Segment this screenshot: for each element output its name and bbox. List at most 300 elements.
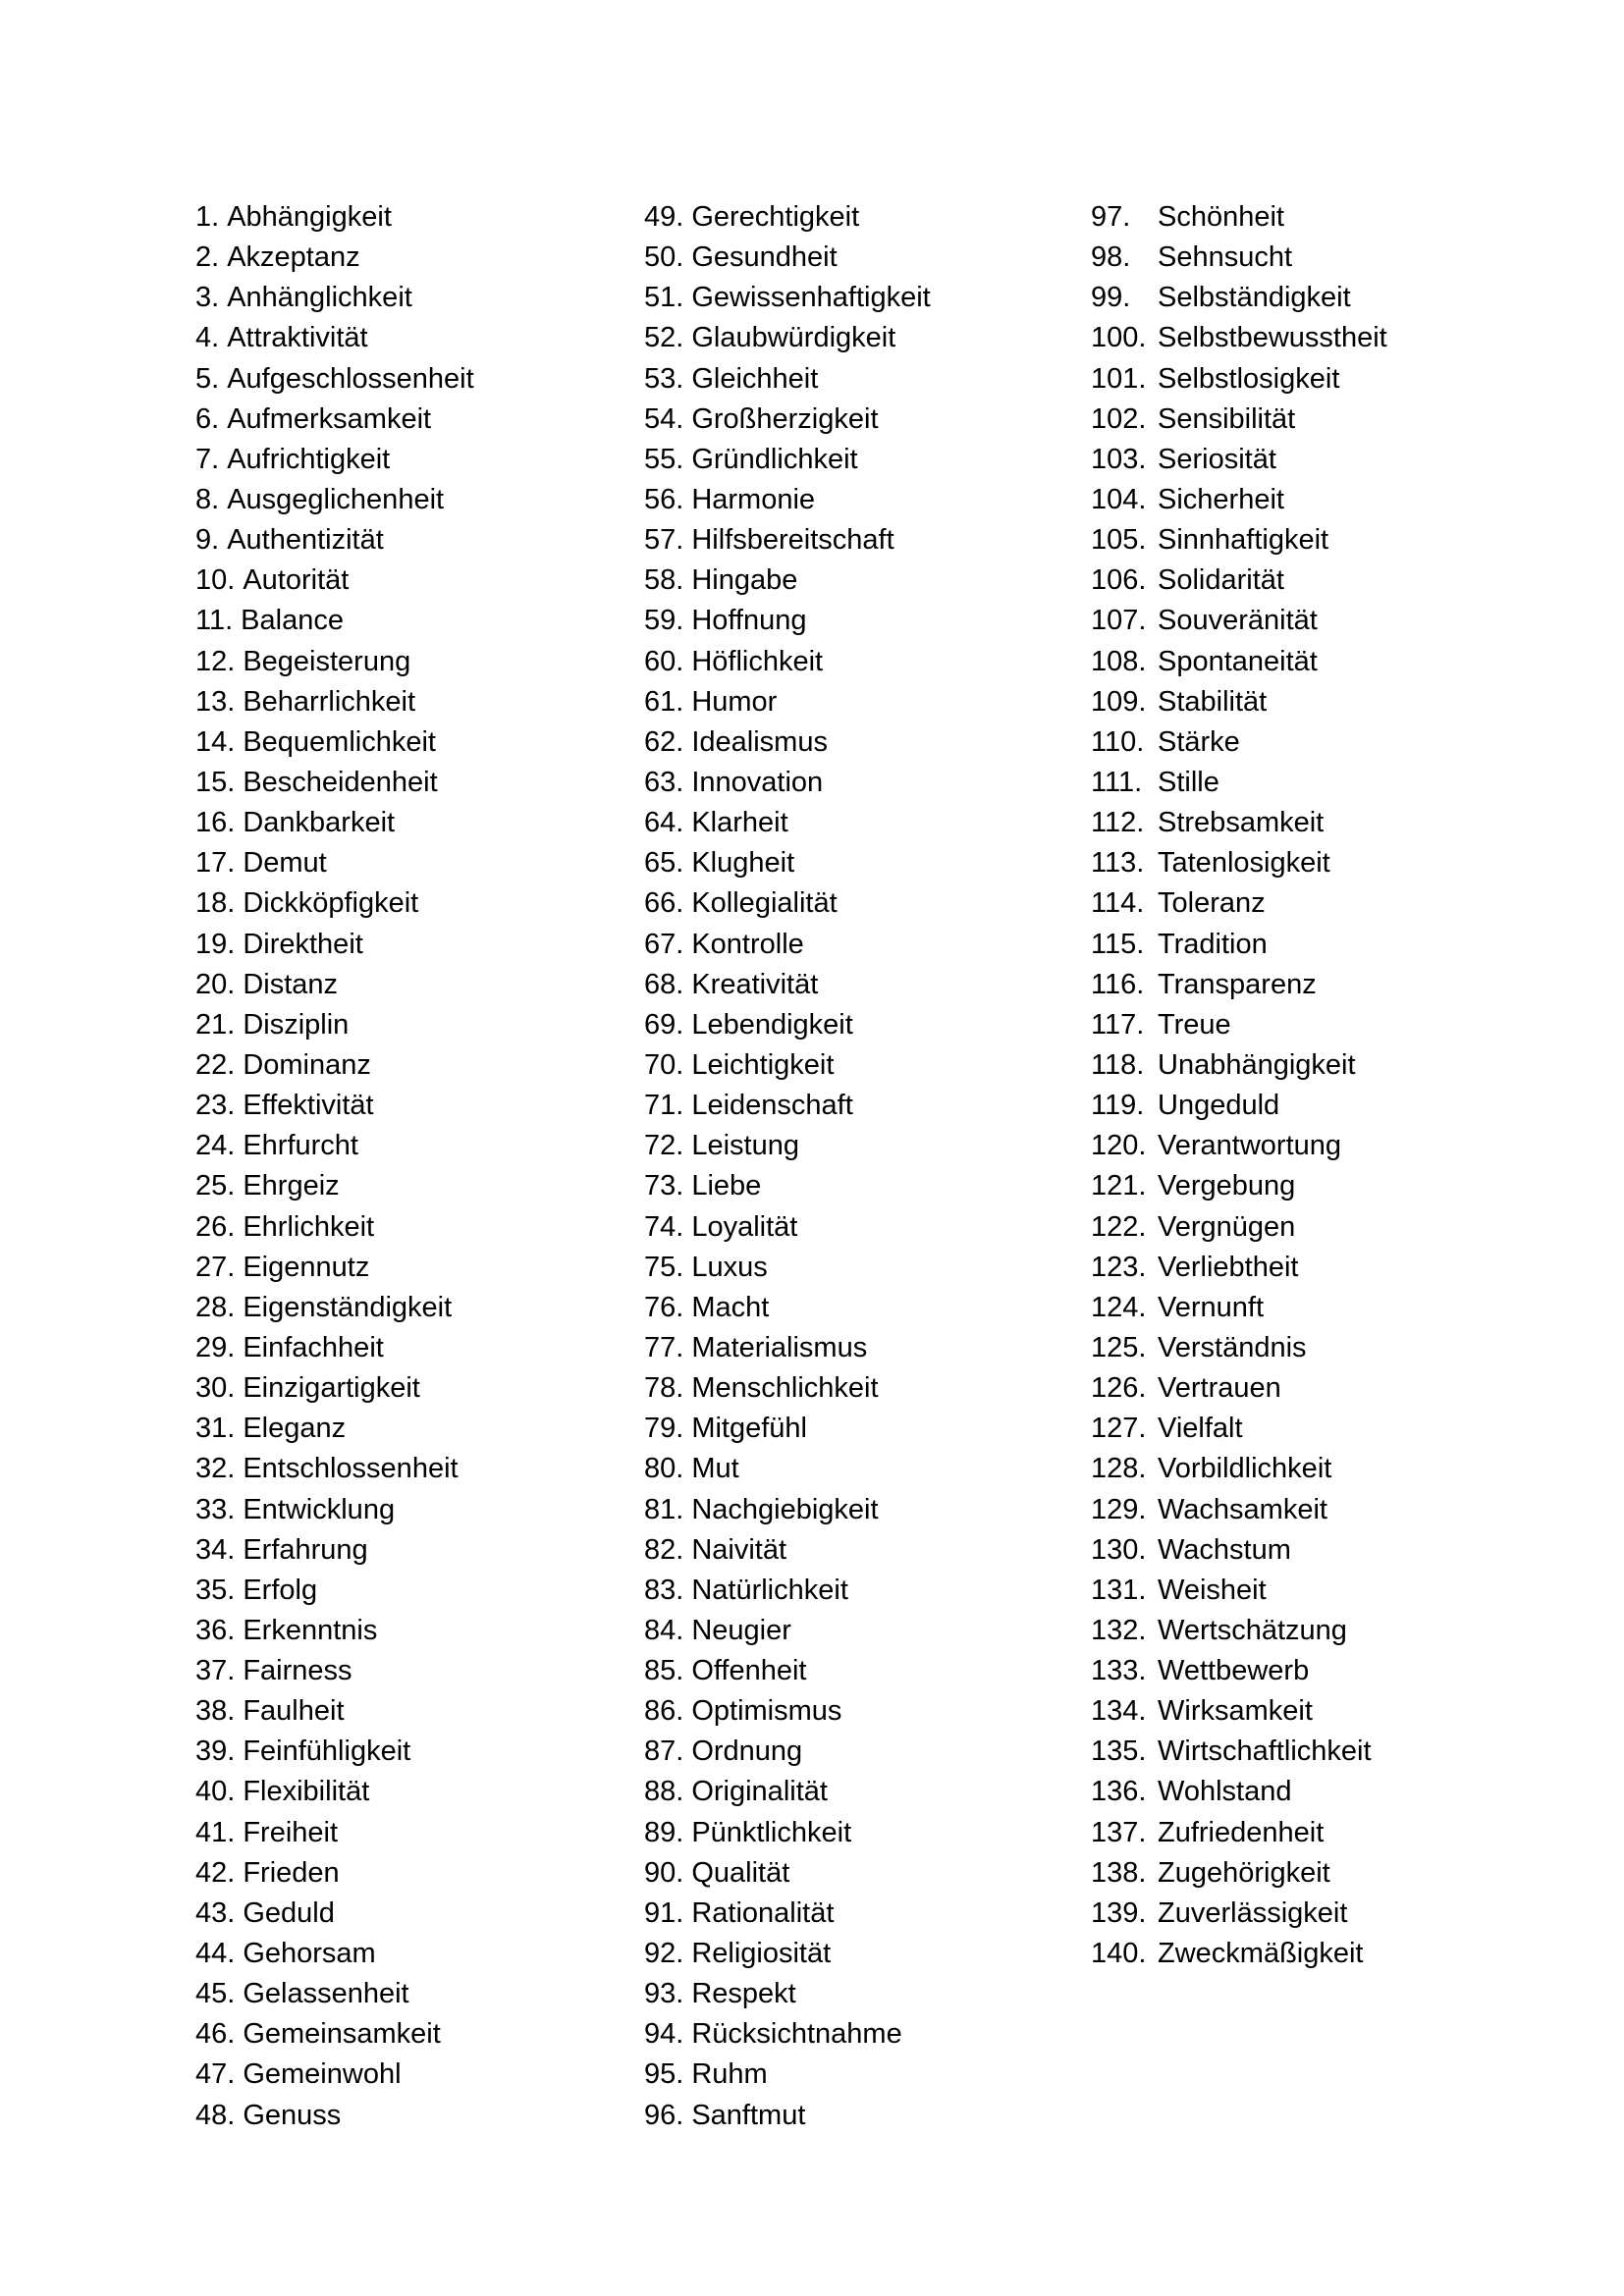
item-number: 73. [644, 1170, 684, 1202]
item-label: Zufriedenheit [1158, 1816, 1325, 1848]
list-item [644, 400, 1076, 440]
list-item [1091, 1409, 1582, 1449]
list-item [195, 400, 627, 440]
item-number: 136. [1091, 1776, 1147, 1808]
item-number: 4. [195, 322, 220, 354]
list-item [195, 1530, 627, 1571]
item-number: 61. [644, 685, 684, 718]
item-number: 127. [1091, 1413, 1147, 1445]
list-item [195, 278, 627, 318]
item-number: 71. [644, 1090, 684, 1122]
item-number: 109. [1091, 685, 1147, 718]
list-item [195, 1166, 627, 1206]
item-number: 15. [195, 766, 236, 798]
item-label: Eigennutz [243, 1251, 370, 1283]
item-label: Glaubwürdigkeit [691, 322, 896, 354]
item-number: 106. [1091, 564, 1147, 597]
item-label: Verständnis [1158, 1331, 1307, 1363]
list-item [644, 1449, 1076, 1489]
item-label: Erfahrung [243, 1533, 368, 1566]
list-item [195, 965, 627, 1005]
item-label: Abhängigkeit [227, 201, 392, 233]
list-item [1091, 1086, 1582, 1126]
list-item [1091, 1166, 1582, 1206]
item-label: Aufrichtigkeit [227, 443, 391, 475]
item-label: Erfolg [243, 1574, 318, 1606]
list-item [644, 642, 1076, 682]
item-number: 13. [195, 685, 236, 718]
item-number: 39. [195, 1735, 236, 1768]
list-item [644, 1328, 1076, 1368]
list-item [1091, 1691, 1582, 1732]
item-number: 74. [644, 1210, 684, 1243]
item-label: Originalität [691, 1776, 828, 1808]
item-number: 32. [195, 1453, 236, 1485]
list-item [195, 1288, 627, 1328]
list-item [1091, 965, 1582, 1005]
item-number: 22. [195, 1048, 236, 1081]
item-number: 131. [1091, 1574, 1147, 1606]
list-item [195, 1651, 627, 1691]
item-number: 24. [195, 1130, 236, 1162]
item-number: 14. [195, 725, 236, 758]
item-label: Ruhm [691, 2058, 768, 2091]
values-column-2 [644, 197, 1076, 2136]
list-item [1091, 1530, 1582, 1571]
list-item [1091, 1368, 1582, 1409]
item-number: 12. [195, 645, 236, 677]
list-item [1091, 1207, 1582, 1248]
item-number: 9. [195, 524, 220, 557]
item-label: Ehrfurcht [243, 1130, 358, 1162]
list-item [644, 2055, 1076, 2095]
list-item [644, 1045, 1076, 1086]
item-label: Selbstbewusstheit [1158, 322, 1387, 354]
item-number: 88. [644, 1776, 684, 1808]
item-label: Wachsamkeit [1158, 1493, 1327, 1525]
item-number: 104. [1091, 483, 1147, 515]
item-label: Idealismus [691, 725, 828, 758]
item-label: Wettbewerb [1158, 1655, 1310, 1687]
list-item [195, 520, 627, 561]
item-number: 21. [195, 1008, 236, 1041]
item-label: Offenheit [691, 1655, 807, 1687]
item-label: Rücksichtnahme [691, 2018, 902, 2051]
list-item [1091, 1288, 1582, 1328]
list-item [1091, 682, 1582, 722]
list-item [1091, 440, 1582, 480]
item-label: Sicherheit [1158, 483, 1284, 515]
list-item [195, 197, 627, 238]
item-label: Einzigartigkeit [243, 1372, 420, 1405]
list-item [1091, 843, 1582, 883]
item-label: Wirtschaftlichkeit [1158, 1735, 1372, 1768]
list-item [195, 763, 627, 803]
item-label: Kontrolle [691, 928, 804, 960]
item-label: Sinnhaftigkeit [1158, 524, 1329, 557]
list-item [195, 1045, 627, 1086]
list-item [1091, 1571, 1582, 1611]
list-item [1091, 1934, 1582, 1974]
list-item [1091, 359, 1582, 400]
item-label: Wertschätzung [1158, 1614, 1347, 1646]
item-label: Klugheit [691, 847, 795, 880]
item-number: 60. [644, 645, 684, 677]
item-number: 34. [195, 1533, 236, 1566]
list-item [195, 1732, 627, 1772]
item-label: Spontaneität [1158, 645, 1318, 677]
item-number: 16. [195, 807, 236, 839]
item-number: 139. [1091, 1896, 1147, 1929]
list-item [1091, 480, 1582, 520]
item-number: 1. [195, 201, 220, 233]
item-number: 95. [644, 2058, 684, 2091]
item-label: Tatenlosigkeit [1158, 847, 1330, 880]
item-number: 89. [644, 1816, 684, 1848]
item-number: 55. [644, 443, 684, 475]
item-number: 116. [1091, 968, 1145, 1000]
item-label: Stärke [1158, 725, 1240, 758]
item-number: 20. [195, 968, 236, 1000]
item-label: Strebsamkeit [1158, 807, 1325, 839]
item-label: Entschlossenheit [243, 1453, 459, 1485]
list-item [195, 1853, 627, 1894]
list-item [644, 2096, 1076, 2136]
item-label: Attraktivität [227, 322, 368, 354]
list-item [644, 1894, 1076, 1934]
list-item [644, 238, 1076, 278]
list-item [1091, 803, 1582, 843]
list-item [195, 1974, 627, 2014]
list-item [644, 1207, 1076, 1248]
item-number: 37. [195, 1655, 236, 1687]
item-label: Selbständigkeit [1158, 282, 1351, 314]
list-item [644, 480, 1076, 520]
list-item [195, 1813, 627, 1853]
item-number: 87. [644, 1735, 684, 1768]
item-label: Ungeduld [1158, 1090, 1280, 1122]
list-item [195, 1207, 627, 1248]
item-label: Vertrauen [1158, 1372, 1281, 1405]
item-label: Stille [1158, 766, 1219, 798]
item-number: 41. [195, 1816, 236, 1848]
list-item [644, 1490, 1076, 1530]
list-item [644, 197, 1076, 238]
item-label: Aufmerksamkeit [227, 402, 432, 435]
item-label: Ordnung [691, 1735, 803, 1768]
item-label: Loyalität [691, 1210, 798, 1243]
list-item [644, 1611, 1076, 1651]
list-item [1091, 1045, 1582, 1086]
item-number: 25. [195, 1170, 236, 1202]
item-number: 11. [195, 605, 234, 637]
item-label: Genuss [243, 2099, 342, 2131]
item-label: Gründlichkeit [691, 443, 858, 475]
item-number: 7. [195, 443, 220, 475]
item-label: Direktheit [243, 928, 363, 960]
item-number: 135. [1091, 1735, 1147, 1768]
item-label: Klarheit [691, 807, 788, 839]
list-item [644, 803, 1076, 843]
list-item [644, 278, 1076, 318]
item-number: 17. [195, 847, 236, 880]
item-number: 28. [195, 1291, 236, 1323]
item-number: 36. [195, 1614, 236, 1646]
item-number: 35. [195, 1574, 236, 1606]
item-number: 92. [644, 1938, 684, 1970]
item-number: 54. [644, 402, 684, 435]
item-label: Gerechtigkeit [691, 201, 860, 233]
list-item [195, 722, 627, 763]
item-number: 53. [644, 362, 684, 395]
item-label: Gemeinwohl [243, 2058, 402, 2091]
list-item [644, 1005, 1076, 1045]
list-item [1091, 1005, 1582, 1045]
item-label: Akzeptanz [227, 241, 360, 274]
list-item [195, 1086, 627, 1126]
list-item [644, 601, 1076, 641]
item-number: 101. [1091, 362, 1147, 395]
item-label: Freiheit [243, 1816, 339, 1848]
item-label: Zweckmäßigkeit [1158, 1938, 1364, 1970]
item-label: Entwicklung [243, 1493, 396, 1525]
item-number: 18. [195, 887, 236, 920]
item-number: 43. [195, 1896, 236, 1929]
item-number: 91. [644, 1896, 684, 1929]
list-item [195, 843, 627, 883]
item-label: Authentizität [227, 524, 384, 557]
item-label: Erkenntnis [243, 1614, 378, 1646]
list-item [1091, 520, 1582, 561]
list-item [1091, 278, 1582, 318]
item-label: Vergnügen [1158, 1210, 1296, 1243]
list-item [1091, 925, 1582, 965]
item-label: Sehnsucht [1158, 241, 1293, 274]
item-label: Großherzigkeit [691, 402, 879, 435]
item-label: Vielfalt [1158, 1413, 1243, 1445]
list-item [644, 1772, 1076, 1812]
item-label: Flexibilität [243, 1776, 370, 1808]
item-label: Bescheidenheit [243, 766, 438, 798]
item-number: 2. [195, 241, 220, 274]
item-number: 62. [644, 725, 684, 758]
list-item [1091, 763, 1582, 803]
list-item [1091, 238, 1582, 278]
item-label: Faulheit [243, 1695, 345, 1728]
list-item [644, 1530, 1076, 1571]
item-number: 110. [1091, 725, 1145, 758]
list-item [644, 1248, 1076, 1288]
item-label: Luxus [691, 1251, 768, 1283]
list-item [1091, 1449, 1582, 1489]
item-label: Schönheit [1158, 201, 1284, 233]
list-item [195, 1005, 627, 1045]
item-label: Kollegialität [691, 887, 838, 920]
item-label: Liebe [691, 1170, 762, 1202]
item-number: 59. [644, 605, 684, 637]
item-number: 124. [1091, 1291, 1147, 1323]
list-item [195, 480, 627, 520]
item-number: 30. [195, 1372, 236, 1405]
item-label: Verliebtheit [1158, 1251, 1299, 1283]
item-label: Distanz [243, 968, 339, 1000]
item-label: Souveränität [1158, 605, 1318, 637]
item-label: Eigenständigkeit [243, 1291, 453, 1323]
list-item [195, 1126, 627, 1166]
item-label: Effektivität [243, 1090, 374, 1122]
list-item [195, 1409, 627, 1449]
list-item [644, 843, 1076, 883]
list-item [644, 2014, 1076, 2055]
item-number: 56. [644, 483, 684, 515]
item-label: Vergebung [1158, 1170, 1296, 1202]
list-item [1091, 1732, 1582, 1772]
list-item [195, 642, 627, 682]
item-label: Stabilität [1158, 685, 1268, 718]
item-number: 98. [1091, 241, 1131, 274]
item-number: 103. [1091, 443, 1147, 475]
list-item [1091, 642, 1582, 682]
item-label: Seriosität [1158, 443, 1276, 475]
item-label: Rationalität [691, 1896, 835, 1929]
item-number: 33. [195, 1493, 236, 1525]
item-label: Begeisterung [243, 645, 411, 677]
item-label: Hingabe [691, 564, 798, 597]
item-number: 112. [1091, 807, 1145, 839]
item-number: 85. [644, 1655, 684, 1687]
list-item [195, 1934, 627, 1974]
item-label: Natürlichkeit [691, 1574, 848, 1606]
item-number: 58. [644, 564, 684, 597]
item-label: Demut [243, 847, 327, 880]
item-label: Fairness [243, 1655, 352, 1687]
item-number: 77. [644, 1331, 684, 1363]
item-number: 113. [1091, 847, 1145, 880]
list-item [644, 520, 1076, 561]
item-number: 44. [195, 1938, 236, 1970]
item-label: Gelassenheit [243, 1978, 409, 2010]
item-label: Pünktlichkeit [691, 1816, 852, 1848]
item-number: 50. [644, 241, 684, 274]
item-label: Weisheit [1158, 1574, 1267, 1606]
item-number: 48. [195, 2099, 236, 2131]
list-item [644, 1974, 1076, 2014]
list-item [644, 722, 1076, 763]
item-number: 72. [644, 1130, 684, 1162]
list-item [1091, 197, 1582, 238]
item-number: 68. [644, 968, 684, 1000]
item-number: 42. [195, 1856, 236, 1889]
item-label: Höflichkeit [691, 645, 824, 677]
item-label: Feinfühligkeit [243, 1735, 411, 1768]
item-label: Religiosität [691, 1938, 832, 1970]
item-number: 100. [1091, 322, 1147, 354]
list-item [1091, 318, 1582, 358]
item-number: 93. [644, 1978, 684, 2010]
item-number: 63. [644, 766, 684, 798]
list-item [195, 359, 627, 400]
item-number: 10. [195, 564, 236, 597]
item-number: 64. [644, 807, 684, 839]
list-item [644, 1126, 1076, 1166]
item-label: Hilfsbereitschaft [691, 524, 894, 557]
item-number: 40. [195, 1776, 236, 1808]
item-number: 137. [1091, 1816, 1147, 1848]
list-item [644, 1651, 1076, 1691]
list-item [1091, 601, 1582, 641]
list-item [1091, 1894, 1582, 1934]
item-number: 132. [1091, 1614, 1147, 1646]
item-label: Qualität [691, 1856, 790, 1889]
item-label: Leidenschaft [691, 1090, 853, 1122]
list-item [195, 2055, 627, 2095]
item-number: 105. [1091, 524, 1147, 557]
item-number: 31. [195, 1413, 236, 1445]
item-number: 70. [644, 1048, 684, 1081]
item-label: Optimismus [691, 1695, 842, 1728]
list-item [195, 1490, 627, 1530]
list-item [195, 925, 627, 965]
list-item [1091, 1328, 1582, 1368]
list-item [195, 803, 627, 843]
item-label: Bequemlichkeit [243, 725, 436, 758]
item-label: Gesundheit [691, 241, 838, 274]
item-label: Frieden [243, 1856, 340, 1889]
item-number: 5. [195, 362, 220, 395]
item-label: Beharrlichkeit [243, 685, 416, 718]
item-label: Balance [241, 605, 344, 637]
item-number: 122. [1091, 1210, 1147, 1243]
item-label: Humor [691, 685, 778, 718]
list-item [644, 1813, 1076, 1853]
item-label: Solidarität [1158, 564, 1284, 597]
item-number: 23. [195, 1090, 236, 1122]
list-item [195, 682, 627, 722]
item-label: Gemeinsamkeit [243, 2018, 441, 2051]
item-label: Vorbildlichkeit [1158, 1453, 1332, 1485]
item-label: Leichtigkeit [691, 1048, 835, 1081]
item-label: Einfachheit [243, 1331, 384, 1363]
item-number: 26. [195, 1210, 236, 1243]
list-item [644, 1934, 1076, 1974]
list-item [1091, 722, 1582, 763]
item-number: 99. [1091, 282, 1131, 314]
item-label: Wohlstand [1158, 1776, 1292, 1808]
list-item [195, 2096, 627, 2136]
item-number: 65. [644, 847, 684, 880]
list-item [195, 1449, 627, 1489]
item-number: 49. [644, 201, 684, 233]
item-number: 121. [1091, 1170, 1147, 1202]
list-item [195, 1368, 627, 1409]
item-number: 133. [1091, 1655, 1147, 1687]
item-number: 123. [1091, 1251, 1147, 1283]
item-number: 76. [644, 1291, 684, 1323]
list-item [1091, 1611, 1582, 1651]
item-label: Hoffnung [691, 605, 807, 637]
list-item [195, 1894, 627, 1934]
item-label: Materialismus [691, 1331, 868, 1363]
item-number: 125. [1091, 1331, 1147, 1363]
item-number: 115. [1091, 928, 1145, 960]
item-label: Mut [691, 1453, 739, 1485]
item-number: 111. [1091, 766, 1143, 798]
item-label: Macht [691, 1291, 770, 1323]
item-number: 138. [1091, 1856, 1147, 1889]
item-label: Disziplin [243, 1008, 350, 1041]
item-number: 38. [195, 1695, 236, 1728]
list-item [644, 763, 1076, 803]
